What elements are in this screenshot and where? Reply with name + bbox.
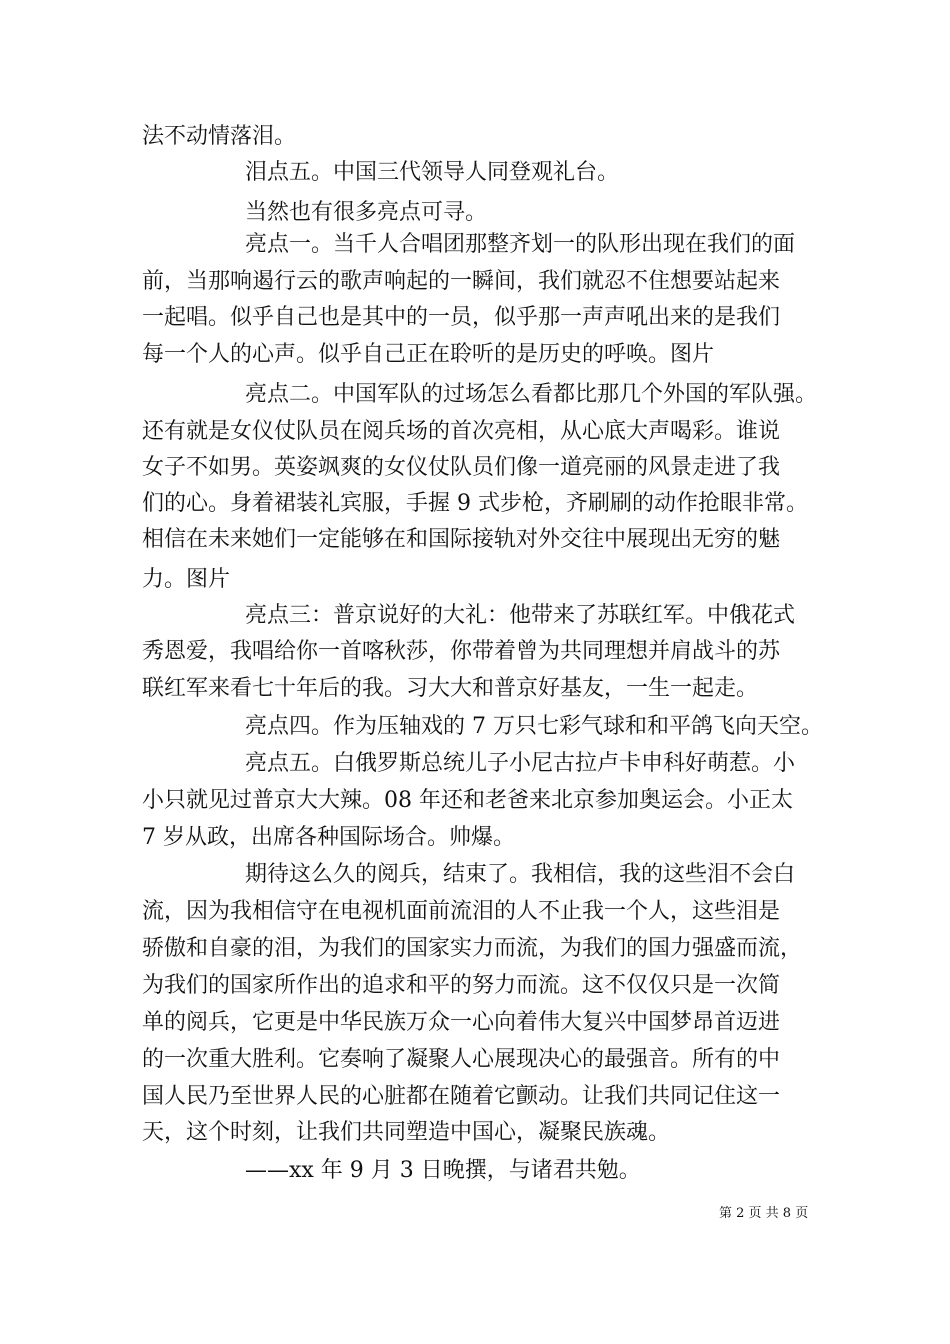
text-line: 的一次重大胜利。它奏响了凝聚人心展现决心的最强音。所有的中: [142, 1047, 781, 1072]
text-line: 单的阅兵，它更是中华民族万众一心向着伟大复兴中国梦昂首迈进: [142, 1010, 781, 1035]
text-line: ——xx 年 9 月 3 日晚撰，与诸君共勉。: [245, 1158, 641, 1183]
text-line: 一起唱。似乎自己也是其中的一员，似乎那一声声吼出来的是我们: [142, 305, 781, 330]
text-line: 亮点三：普京说好的大礼：他带来了苏联红军。中俄花式: [245, 603, 796, 628]
text-line: 前，当那响遏行云的歌声响起的一瞬间，我们就忍不住想要站起来: [142, 269, 781, 294]
text-line: 当然也有很多亮点可寻。: [245, 200, 488, 225]
text-line: 为我们的国家所作出的追求和平的努力而流。这不仅仅只是一次简: [142, 973, 781, 998]
text-line: 联红军来看七十年后的我。习大大和普京好基友，一生一起走。: [142, 676, 759, 701]
text-line: 法不动情落泪。: [142, 124, 297, 149]
text-line: 亮点二。中国军队的过场怎么看都比那几个外国的军队强。: [245, 382, 818, 407]
text-line: 们的心。身着裙装礼宾服，手握 9 式步枪，齐刷刷的动作抢眼非常。: [142, 491, 808, 516]
text-line: 秀恩爱，我唱给你一首喀秋莎，你带着曾为共同理想并肩战斗的苏: [142, 639, 781, 664]
text-line: 7 岁从政，出席各种国际场合。帅爆。: [142, 825, 515, 850]
text-line: 亮点五。白俄罗斯总统儿子小尼古拉卢卡申科好萌惹。小: [245, 751, 796, 776]
text-line: 还有就是女仪仗队员在阅兵场的首次亮相，从心底大声喝彩。谁说: [142, 419, 781, 444]
page-number: 第 2 页 共 8 页: [719, 1206, 809, 1221]
text-line: 每一个人的心声。似乎自己正在聆听的是历史的呼唤。图片: [142, 342, 715, 367]
text-line: 亮点一。当千人合唱团那整齐划一的队形出现在我们的面: [245, 232, 796, 257]
text-line: 相信在未来她们一定能够在和国际接轨对外交往中展现出无穷的魅: [142, 527, 781, 552]
text-line: 骄傲和自豪的泪，为我们的国家实力而流，为我们的国力强盛而流，: [142, 936, 803, 961]
text-line: 期待这么久的阅兵，结束了。我相信，我的这些泪不会白: [245, 862, 796, 887]
text-line: 天，这个时刻，让我们共同塑造中国心，凝聚民族魂。: [142, 1120, 671, 1145]
text-line: 泪点五。中国三代领导人同登观礼台。: [245, 160, 620, 185]
text-line: 小只就见过普京大大辣。08 年还和老爸来北京参加奥运会。小正太: [142, 788, 793, 813]
text-line: 流，因为我相信守在电视机面前流泪的人不止我一个人，这些泪是: [142, 899, 781, 924]
text-line: 亮点四。作为压轴戏的 7 万只七彩气球和和平鸽飞向天空。: [245, 714, 823, 739]
text-line: 国人民乃至世界人民的心脏都在随着它颤动。让我们共同记住这一: [142, 1084, 781, 1109]
text-line: 女子不如男。英姿飒爽的女仪仗队员们像一道亮丽的风景走进了我: [142, 455, 781, 480]
text-line: 力。图片: [142, 567, 231, 592]
